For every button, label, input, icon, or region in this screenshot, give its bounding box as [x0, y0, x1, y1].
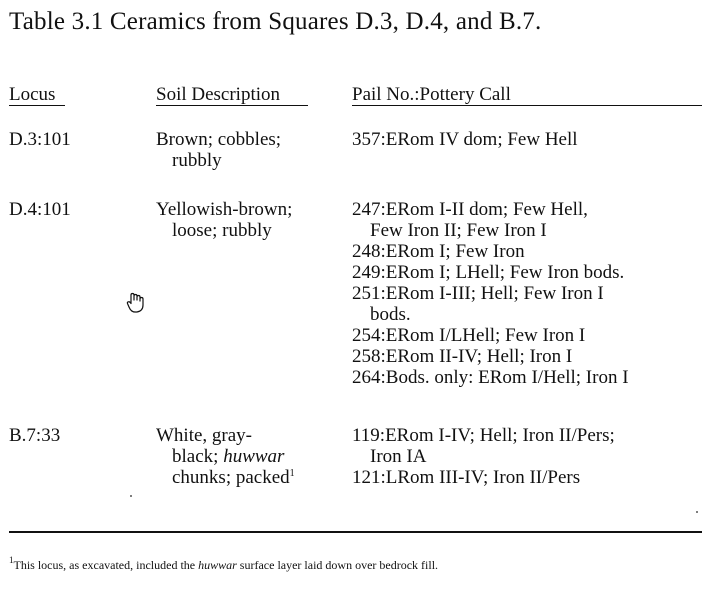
pottery-call-119-cont: Iron IA — [370, 446, 427, 467]
column-header-pottery: Pail No.:Pottery Call — [352, 84, 511, 105]
pottery-call-247: 247:ERom I-II dom; Few Hell, — [352, 199, 588, 220]
pottery-call-249: 249:ERom I; LHell; Few Iron bods. — [352, 262, 625, 283]
footnote: $^1$This locus, as excavated, included the huwwar surface layer laid down over bedrock fill. — [9, 555, 439, 572]
pottery-call-119: 119:ERom I-IV; Hell; Iron II/Pers; — [352, 425, 615, 446]
pottery-call-251: 251:ERom I-III; Hell; Few Iron I — [352, 283, 604, 304]
row-d4-locus: D.4:101 — [9, 199, 71, 220]
pottery-call-258: 258:ERom II-IV; Hell; Iron I — [352, 346, 573, 367]
row-d4-pottery — [352, 199, 629, 388]
pottery-call-248: 248:ERom I; Few Iron — [352, 241, 525, 262]
pottery-call-264: 264:Bods. only: ERom I/Hell; Iron I — [352, 367, 629, 388]
row-b7-pottery — [352, 425, 615, 488]
column-header-soil: Soil Description — [156, 84, 281, 105]
column-header-locus: Locus — [9, 84, 56, 105]
hand-cursor-icon — [125, 291, 147, 315]
scan-speck — [130, 495, 132, 497]
pottery-call-121: 121:LRom III-IV; Iron II/Pers — [352, 467, 581, 488]
row-d3-pottery — [352, 129, 578, 150]
huwwar-term: huwwar — [223, 446, 285, 467]
scan-speck — [696, 511, 698, 513]
pottery-call-254: 254:ERom I/LHell; Few Iron I — [352, 325, 586, 346]
pottery-call-251-cont: bods. — [370, 304, 411, 325]
pottery-call-357: 357:ERom IV dom; Few Hell — [352, 129, 578, 150]
footnote-marker: 1 — [9, 555, 14, 565]
table-title: Table 3.1 Ceramics from Squares D.3, D.4, and B.7. — [9, 8, 542, 35]
row-d3-locus: D.3:101 — [9, 129, 71, 150]
table-bottom-rule — [9, 531, 702, 533]
header-underline-locus — [9, 105, 65, 106]
row-b7-soil: White, gray- black; huwwar chunks; packed$^1$ — [156, 425, 295, 488]
header-underline-soil — [156, 105, 308, 106]
footnote-ref: 1 — [289, 468, 295, 479]
row-d3-soil: Brown; cobbles; rubbly — [156, 129, 282, 171]
header-underline-pottery — [352, 105, 702, 106]
row-d4-soil: Yellowish-brown; loose; rubbly — [156, 199, 293, 241]
row-b7-locus: B.7:33 — [9, 425, 61, 446]
pottery-call-247-cont: Few Iron II; Few Iron I — [370, 220, 547, 241]
